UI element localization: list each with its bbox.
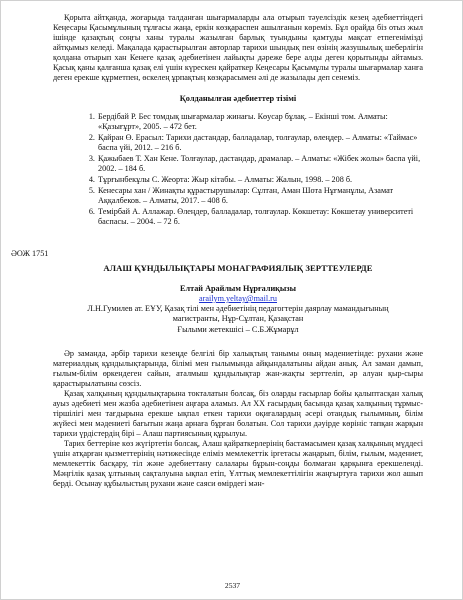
- page-number: 2537: [224, 581, 241, 590]
- body-paragraph: Қазақ халқының құндылықтарына токталатын болсақ, біз оларды ғасырлар бойы қалыптасқан халық ауыз әдебиеті мен жазба әдебиетінен аңғара аламыз. Ал ХХ ғасырдың басында қазақ халқының тұрмыс-тіршілігі мен тағдырына ерекше ықпал еткен тарихи оқиғалардың әсері отандық ғылымның, білім жүйесі мен мәдениеті бағытын жаңа арнаға бұрған болатын. Сол тарихи дәуірде көрініс тапқан жарқын тарихи үрдістердің бірі – Алаш партиясының құрылуы.: [53, 389, 423, 438]
- reference-item: 5. Кенесары хан / Жинақты құрастырушылар: Сұлтан, Аман Шота Нұғманұлы, Азамат Аққалбеков. – Алматы, 2017. – 408 б.: [97, 186, 423, 206]
- intro-paragraph: Қорыта айтқанда, жоғарыда талданған шығармаларды ала отырып тәуелсіздік кезең әдебиеттіндегі Кеңесары Қасымұлының тұлғасы жаңа, еркін көзқараспен ашылғанын көреміз. Бұл орайда біз отыз жыл ішінде қазақтың соңғы ханы туралы жазылған барлық туындыны қамтуды мақсат етпегенімізді айтқымыз келеді. Мақалада қарастырылған авторлар тарихи шындық пен өзінің жазушылық шеберлігін қолдана отырып хан Кенеге қазақ әдебиетінен лайықты дәреже бере алды деген қорытынды айтамыз. Қасық қаны қалғанша қазақ елі үшін күрескен қайраткер Кеңесары Қасымұлы туралы шығармалар ханға деген ерекше құрметпен, өскелең ұрпақтың көзқарасымен әлі де жазылады деп сенеміз.: [53, 13, 423, 82]
- body-paragraph: Тарих беттеріне көз жүгіртетін болсақ, Алаш қайраткерлерінің бастамасымен қазақ халқының мүддесі үшін атқарған қызметтерінің нәтижесінде еліміз мемлекеттік іргетасы жаңарып, білім, ғылым, мәдениет, мемлекеттік басқару, тіл және әдебиеттану салалары бұрын-соңды болмаған қарқынға ерекшеленді. Мәңгілік қазақ ұлтының сақталуына ықпал етіп, Ұлттық мемлекеттілігін жаңғыртуға тарихи жол ашып берді. Осынау құбылыстың рухани және саяси өмірдегі мән-: [53, 439, 423, 488]
- supervisor-line: Ғылыми жетекшісі – С.Б.Жұмарұл: [177, 325, 299, 334]
- reference-item: 2. Қайран Ө. Ерасыл: Тарихи дастандар, балладалар, толғаулар, өлеңдер. – Алматы: «Таймас» баспа үйі, 2012. – 216 б.: [97, 133, 423, 153]
- body-paragraph: Әр заманда, әрбір тарихи кезеңде белгілі бір халықтың танымы оның мәдениетінде: рухани және материалдық құндылықтарында, білімі мен ғылымында айқындалатыны айдан анық. Ал заман дамып, ғылым-білім өркендеген сайын, аталмыш құндылықтар жан-жақты зерттеліп, әр алуан қыр-сыры қарастырылатыны сөзсіз.: [53, 349, 423, 388]
- author-name: Елтай Арайлым Нұрғалиқызы: [180, 284, 296, 293]
- spacer: [53, 335, 423, 349]
- reference-item: 6. Темірбай А. Аллажар. Өлеңдер, балладалар, толғаулар. Көкшетау: Көкшетау университеті баспасы. – 2004. – 72 б.: [97, 207, 423, 227]
- reference-item: 1. Бердібай Р. Бес томдық шығармалар жинағы. Көусар бұлақ. – Екінші том. Алматы: «Қазығұрт», 2005. – 472 бет.: [97, 112, 423, 132]
- reference-item: 3. Қажыбаев Т. Хан Кене. Толғаулар, дастандар, драмалар. – Алматы: «Жібек жолы» баспа үйі, 2002. – 184 б.: [97, 154, 423, 174]
- page-content: [11, 13, 423, 489]
- references-title: Қолданылған әдебиеттер тізімі: [179, 94, 297, 103]
- author-affiliation: Л.Н.Гумилев ат. ЕҰУ, Қазақ тілі мен әдебиетінің педагогтерін даярлау мамандығының магистранты, Нұр-Сұлтан, Қазақстан: [87, 304, 389, 323]
- reference-item: 4. Тұрғынбекұлы С. Жеорта: Жыр кітабы. – Алматы: Жалын, 1998. – 208 б.: [97, 175, 423, 185]
- references-list: [53, 112, 423, 227]
- udk-code: ӘОЖ 1751: [11, 249, 49, 258]
- author-email-link[interactable]: arailym.yeltay@mail.ru: [198, 294, 278, 303]
- article-title: АЛАШ ҚҰНДЫЛЫҚТАРЫ МОНАГРАФИЯЛЫҚ ЗЕРТТЕУЛЕРДЕ: [103, 263, 373, 273]
